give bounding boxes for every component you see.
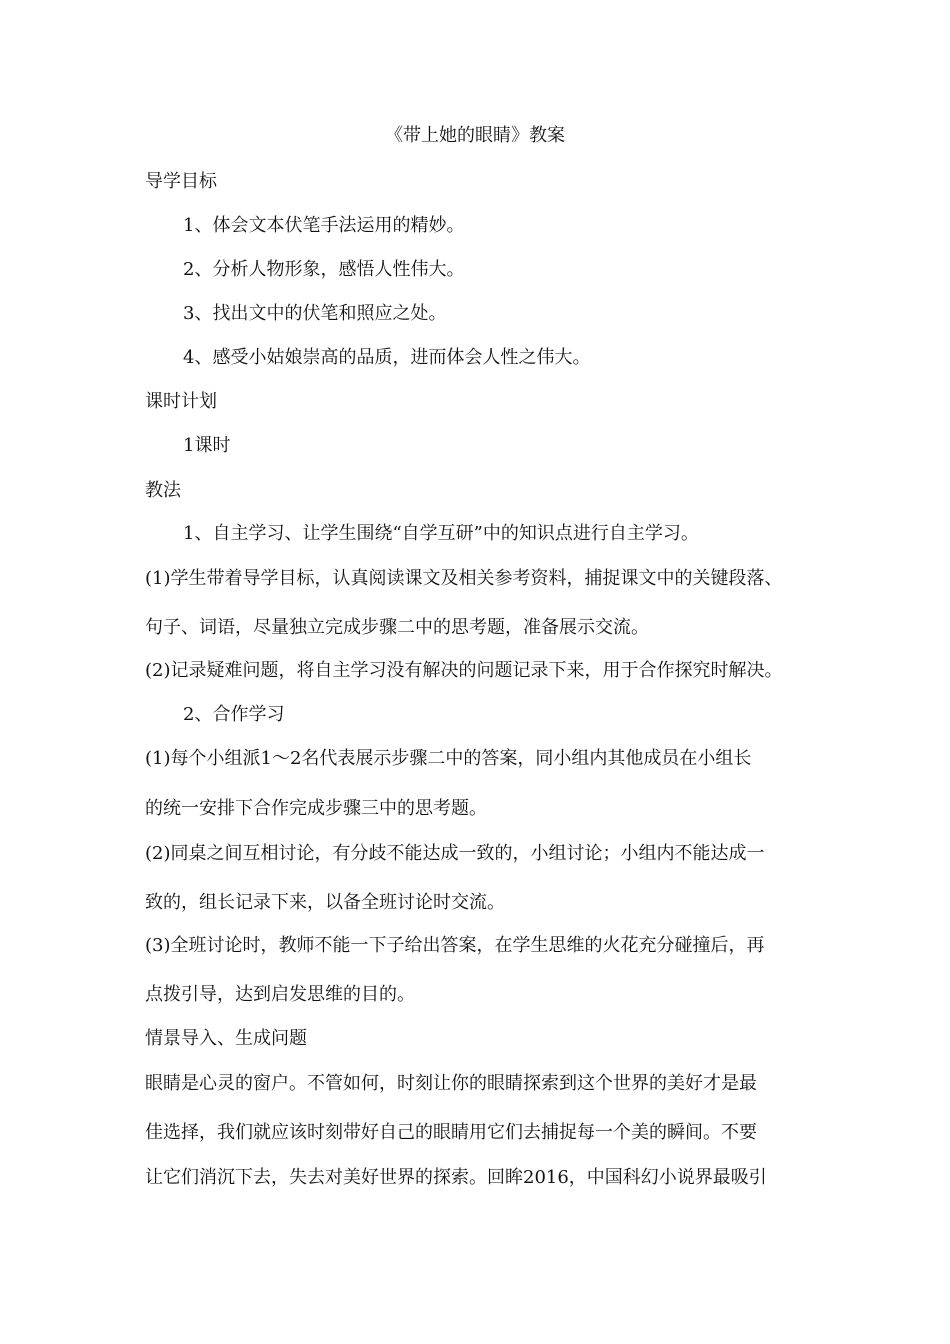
goal-item: 1、体会文本伏笔手法运用的精妙。 — [183, 215, 465, 236]
intro-line: 佳选择，我们就应该时刻带好自己的眼睛用它们去捕捉每一个美的瞬间。不要 — [145, 1122, 757, 1143]
section-heading-method: 教法 — [145, 480, 181, 501]
document-title: 《带上她的眼睛》教案 — [385, 125, 565, 146]
goal-item: 2、分析人物形象，感悟人性伟大。 — [183, 259, 465, 280]
goal-item: 4、感受小姑娘崇高的品质，进而体会人性之伟大。 — [183, 347, 591, 368]
intro-line: 让它们消沉下去，失去对美好世界的探索。回眸2016，中国科幻小说界最吸引 — [145, 1167, 767, 1188]
intro-line: 眼睛是心灵的窗户。不管如何，时刻让你的眼睛探索到这个世界的美好才是最 — [145, 1073, 757, 1094]
method-line: 的统一安排下合作完成步骤三中的思考题。 — [145, 798, 487, 819]
method-line: (2)同桌之间互相讨论，有分歧不能达成一致的，小组讨论；小组内不能达成一 — [145, 843, 765, 864]
method-line: 致的，组长记录下来，以备全班讨论时交流。 — [145, 892, 505, 913]
method-line: (3)全班讨论时，教师不能一下子给出答案，在学生思维的火花充分碰撞后，再 — [145, 935, 765, 956]
method-line: (2)记录疑难问题，将自主学习没有解决的问题记录下来，用于合作探究时解决。 — [145, 660, 783, 681]
goal-item: 3、找出文中的伏笔和照应之处。 — [183, 303, 447, 324]
method-line: (1)学生带着导学目标，认真阅读课文及相关参考资料，捕捉课文中的关键段落、 — [145, 568, 783, 589]
method-line: 点拨引导，达到启发思维的目的。 — [145, 984, 415, 1005]
section-heading-goals: 导学目标 — [145, 171, 217, 192]
method-line: 句子、词语，尽量独立完成步骤二中的思考题，准备展示交流。 — [145, 617, 649, 638]
section-heading-intro: 情景导入、生成问题 — [145, 1028, 307, 1049]
method-line: 2、合作学习 — [183, 704, 285, 725]
schedule-text: 1课时 — [183, 435, 231, 456]
method-line: (1)每个小组派1～2名代表展示步骤二中的答案，同小组内其他成员在小组长 — [145, 748, 752, 769]
method-line: 1、自主学习、让学生围绕“自学互研”中的知识点进行自主学习。 — [183, 523, 699, 544]
section-heading-schedule: 课时计划 — [145, 391, 217, 412]
